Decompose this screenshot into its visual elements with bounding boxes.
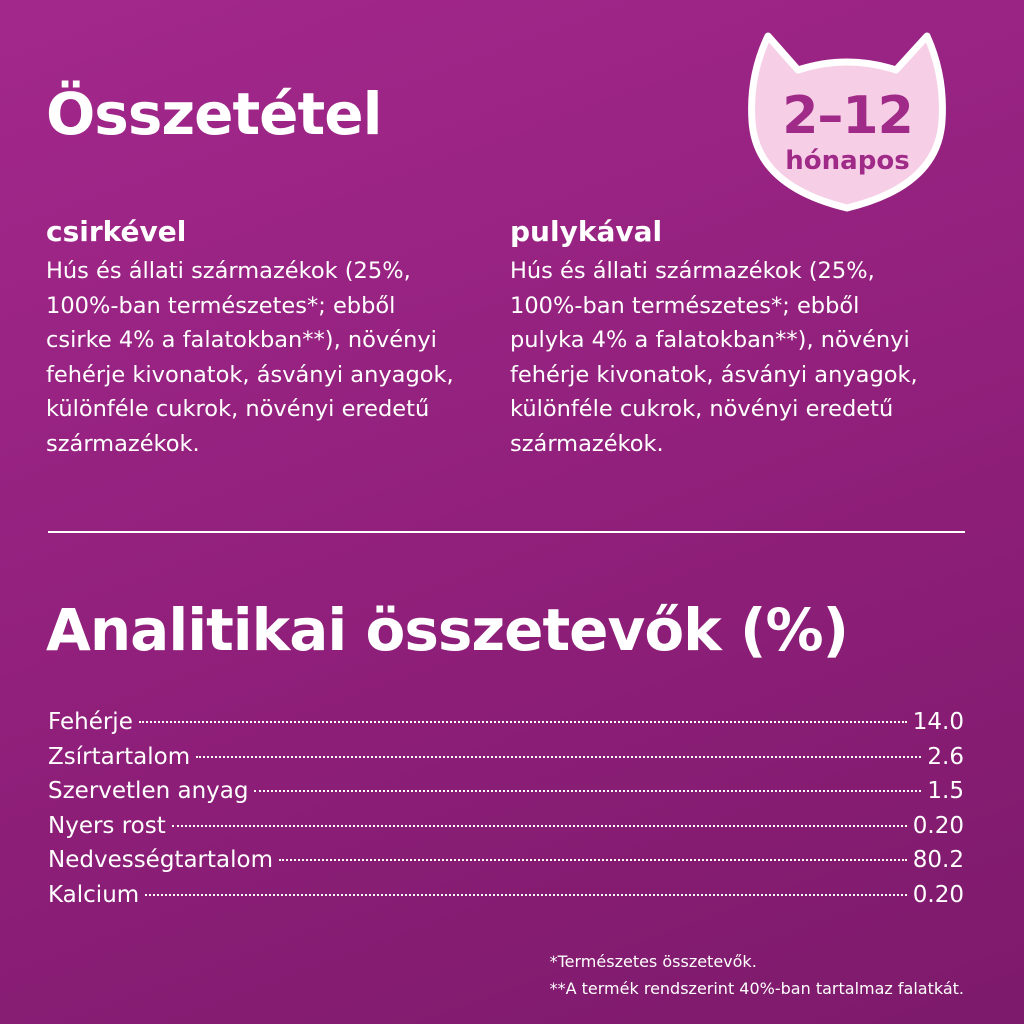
dot-leader <box>139 721 907 723</box>
analytic-row <box>48 809 964 844</box>
variant-title: csirkével <box>46 215 187 248</box>
dot-leader <box>172 825 907 827</box>
variant-turkey <box>510 212 960 461</box>
row-label: Zsírtartalom <box>48 743 191 770</box>
analytic-heading: Analitikai összetevők (%) <box>46 596 849 664</box>
analytic-row <box>48 774 964 809</box>
row-label: Kalcium <box>48 881 140 908</box>
analytic-row <box>48 740 964 775</box>
row-label: Nedvességtartalom <box>48 847 273 873</box>
analytic-row <box>48 705 964 740</box>
divider <box>48 531 965 533</box>
age-unit: hónapos <box>785 146 910 176</box>
row-label: Nyers rost <box>48 812 166 839</box>
dot-leader <box>279 859 907 861</box>
dot-leader <box>254 790 921 792</box>
age-range: 2–12 <box>782 86 913 146</box>
analytic-table <box>48 705 964 912</box>
variant-title: pulykával <box>510 215 663 248</box>
row-label: Szervetlen anyag <box>48 778 249 804</box>
row-value: 14.0 <box>912 709 964 735</box>
row-value: 2.6 <box>927 743 964 770</box>
footnote: *Természetes összetevők. <box>549 952 757 971</box>
row-value: 0.20 <box>912 881 964 908</box>
row-value: 80.2 <box>912 847 964 873</box>
variant-ingredients: Hús és állati származékok (25%, 100%-ban természetes*; ebből csirke 4% a falatokban**), növényi fehérje kivonatok, ásványi anyagok, különféle cukrok, növényi eredetű származékok. <box>46 258 454 457</box>
footnotes <box>550 948 964 1002</box>
age-badge <box>740 26 955 218</box>
analytic-row <box>48 878 964 913</box>
dot-leader <box>145 894 907 896</box>
dot-leader <box>196 756 921 758</box>
variant-chicken <box>46 212 496 461</box>
page-title: Összetétel <box>46 80 382 148</box>
row-value: 0.20 <box>912 812 964 839</box>
variant-ingredients: Hús és állati származékok (25%, 100%-ban természetes*; ebből pulyka 4% a falatokban**), növényi fehérje kivonatok, ásványi anyagok, különféle cukrok, növényi eredetű származékok. <box>510 258 918 457</box>
row-value: 1.5 <box>927 778 964 804</box>
footnote: **A termék rendszerint 40%-ban tartalmaz falatkát. <box>549 979 964 998</box>
analytic-row <box>48 843 964 878</box>
row-label: Fehérje <box>48 709 133 735</box>
